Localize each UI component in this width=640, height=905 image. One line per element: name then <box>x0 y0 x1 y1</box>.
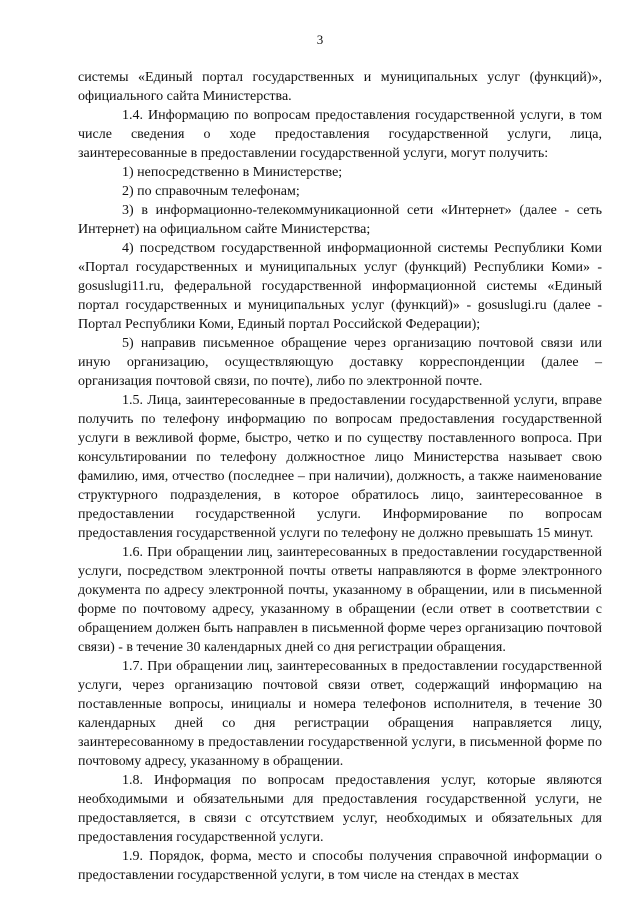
paragraph-1-5: 1.5. Лица, заинтересованные в предоставлении государственной услуги, вправе получить по телефону информацию по вопросам предоставления государственной услуги в вежливой форме, быстро, четко и по существу поставленного вопроса. При консультировании по телефону должностное лицо Министерства называет свою фамилию, имя, отчество (последнее – при наличии), должность, а также наименование структурного подразделения, в которое обратилось лицо, заинтересованное в предоставлении государственной услуги. Информирование по вопросам предоставления государственной услуги по телефону не должно превышать 15 минут. <box>78 393 602 541</box>
list-item-3: 3) в информационно-телекоммуникационной сети «Интернет» (далее - сеть Интернет) на официальном сайте Министерства; <box>78 203 602 237</box>
page-number: 3 <box>316 32 324 47</box>
paragraph-1-8: 1.8. Информация по вопросам предоставления услуг, которые являются необходимыми и обязательными для предоставления государственной услуги, не предоставляется, в связи с отсутствием услуг, необходимых и обязательных для предоставления государственной услуги. <box>78 773 602 845</box>
list-item-5: 5) направив письменное обращение через организацию почтовой связи или иную организацию, осуществляющую доставку корреспонденции (далее – организация почтовой связи, по почте), либо по электронной почте. <box>78 336 602 389</box>
paragraph-continuation: системы «Единый портал государственных и муниципальных услуг (функций)», официального сайта Министерства. <box>78 70 602 104</box>
list-item-1: 1) непосредственно в Министерстве; <box>122 165 343 180</box>
document-body <box>78 68 602 885</box>
list-item-4: 4) посредством государственной информационной системы Республики Коми «Портал государственных и муниципальных услуг (функций) Республики Коми» - gosuslugi11.ru, федеральной государственной информационной системы «Единый портал государственных и муниципальных услуг (функций)» - gosuslugi.ru (далее - Портал Республики Коми, Единый портал Российской Федерации); <box>78 241 602 332</box>
paragraph-1-7: 1.7. При обращении лиц, заинтересованных в предоставлении государственной услуги, через организацию почтовой связи ответ, содержащий информацию на поставленные вопросы, инициалы и номера телефонов исполнителя, в течение 30 календарных дней со дня регистрации обращения направляется лицу, заинтересованному в предоставлении государственной услуги, в письменной форме по почтовому адресу, указанному в обращении. <box>78 659 602 769</box>
paragraph-1-6: 1.6. При обращении лиц, заинтересованных в предоставлении государственной услуги, посредством электронной почты ответы направляются в форме электронного документа по адресу электронной почты, указанному в обращении, или в письменной форме по почтовому адресу, указанному в обращении (если ответ в соответствии с обращением должен быть направлен в письменной форме через организацию почтовой связи) - в течение 30 календарных дней со дня регистрации обращения. <box>78 545 602 655</box>
paragraph-1-9: 1.9. Порядок, форма, место и способы получения справочной информации о предоставлении государственной услуги, в том числе на стендах в местах <box>78 849 602 883</box>
paragraph-1-4: 1.4. Информацию по вопросам предоставления государственной услуги, в том числе сведения о ходе предоставления государственной услуги, лица, заинтересованные в предоставлении государственной услуги, могут получить: <box>78 108 602 161</box>
list-item-2: 2) по справочным телефонам; <box>122 184 300 199</box>
